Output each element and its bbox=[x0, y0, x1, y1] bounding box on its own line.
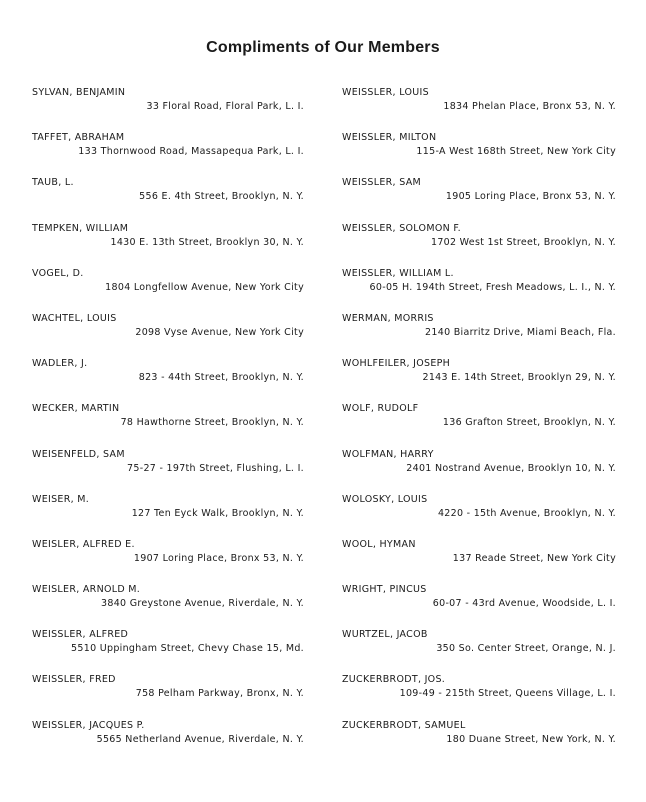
member-address: 33 Floral Road, Floral Park, L. I. bbox=[146, 101, 304, 112]
member-entry bbox=[342, 131, 616, 176]
member-address: 2140 Biarritz Drive, Miami Beach, Fla. bbox=[425, 326, 616, 338]
member-name: WOLFMAN, HARRY bbox=[342, 448, 434, 460]
member-address: 350 So. Center Street, Orange, N. J. bbox=[436, 643, 616, 655]
member-name: WADLER, J. bbox=[32, 358, 88, 370]
member-entry bbox=[32, 538, 304, 583]
member-entry bbox=[32, 357, 304, 402]
member-entry bbox=[32, 719, 304, 764]
member-entry bbox=[342, 628, 616, 673]
member-name: WEISSLER, JACQUES P. bbox=[32, 719, 145, 731]
member-name: WEISSLER, LOUIS bbox=[342, 87, 429, 98]
member-entry bbox=[32, 86, 304, 131]
member-name: WEISSLER, SOLOMON F. bbox=[342, 222, 461, 234]
member-address: 60-05 H. 194th Street, Fresh Meadows, L. I., N. Y. bbox=[369, 281, 616, 293]
member-name: WURTZEL, JACOB bbox=[342, 629, 428, 641]
member-entry bbox=[342, 312, 616, 357]
member-name: WEISER, M. bbox=[32, 493, 90, 505]
member-address: 75-27 - 197th Street, Flushing, L. I. bbox=[127, 462, 304, 474]
member-name: WRIGHT, PINCUS bbox=[342, 584, 427, 596]
member-column-right bbox=[342, 86, 616, 764]
member-entry bbox=[342, 673, 616, 718]
page-title: Compliments of Our Members bbox=[206, 39, 440, 56]
member-address: 180 Duane Street, New York, N. Y. bbox=[446, 733, 616, 745]
member-name: WECKER, MARTIN bbox=[32, 403, 120, 415]
member-entry bbox=[342, 267, 616, 312]
member-name: ZUCKERBRODT, SAMUEL bbox=[342, 719, 466, 731]
member-entry bbox=[342, 222, 616, 267]
member-address: 2098 Vyse Avenue, New York City bbox=[135, 326, 304, 338]
member-address: 3840 Greystone Avenue, Riverdale, N. Y. bbox=[101, 598, 304, 610]
member-entry bbox=[342, 538, 616, 583]
member-address: 136 Grafton Street, Brooklyn, N. Y. bbox=[442, 417, 616, 429]
member-column-left bbox=[32, 86, 304, 764]
member-name: WOLF, RUDOLF bbox=[342, 403, 419, 415]
member-name: TAUB, L. bbox=[32, 177, 74, 189]
member-name: WEISSLER, ALFRED bbox=[32, 629, 129, 641]
member-entry bbox=[32, 402, 304, 447]
member-address: 2143 E. 14th Street, Brooklyn 29, N. Y. bbox=[422, 372, 616, 384]
member-name: SYLVAN, BENJAMIN bbox=[32, 87, 126, 98]
member-entry bbox=[342, 448, 616, 493]
member-address: 4220 - 15th Avenue, Brooklyn, N. Y. bbox=[437, 507, 616, 519]
member-address: 556 E. 4th Street, Brooklyn, N. Y. bbox=[139, 191, 304, 203]
member-address: 5565 Netherland Avenue, Riverdale, N. Y. bbox=[96, 733, 304, 745]
member-entry bbox=[342, 176, 616, 221]
member-entry bbox=[32, 493, 304, 538]
member-address: 1430 E. 13th Street, Brooklyn 30, N. Y. bbox=[110, 236, 304, 248]
member-name: WEISSLER, SAM bbox=[342, 177, 421, 189]
member-address: 1905 Loring Place, Bronx 53, N. Y. bbox=[445, 191, 616, 203]
member-address: 78 Hawthorne Street, Brooklyn, N. Y. bbox=[120, 417, 304, 429]
member-entry bbox=[32, 583, 304, 628]
member-entry bbox=[32, 222, 304, 267]
member-name: TEMPKEN, WILLIAM bbox=[32, 222, 129, 234]
member-name: WACHTEL, LOUIS bbox=[32, 312, 117, 324]
member-address: 109-49 - 215th Street, Queens Village, L. I. bbox=[399, 688, 616, 700]
member-name: WOOL, HYMAN bbox=[342, 538, 416, 550]
member-entry bbox=[32, 312, 304, 357]
member-address: 2401 Nostrand Avenue, Brooklyn 10, N. Y. bbox=[406, 462, 616, 474]
member-entry bbox=[32, 176, 304, 221]
member-name: ZUCKERBRODT, JOS. bbox=[342, 674, 446, 686]
member-name: WEISENFELD, SAM bbox=[32, 448, 125, 460]
member-name: TAFFET, ABRAHAM bbox=[32, 132, 125, 144]
member-entry bbox=[342, 402, 616, 447]
member-name: WOLOSKY, LOUIS bbox=[342, 493, 428, 505]
member-address: 5510 Uppingham Street, Chevy Chase 15, Md. bbox=[71, 643, 304, 655]
member-entry bbox=[32, 628, 304, 673]
member-address: 1834 Phelan Place, Bronx 53, N. Y. bbox=[443, 101, 616, 112]
member-address: 1804 Longfellow Avenue, New York City bbox=[105, 281, 304, 293]
member-address: 60-07 - 43rd Avenue, Woodside, L. I. bbox=[432, 598, 616, 610]
member-name: WEISLER, ARNOLD M. bbox=[32, 584, 141, 596]
member-entry bbox=[342, 583, 616, 628]
member-address: 115-A West 168th Street, New York City bbox=[416, 146, 616, 158]
member-address: 127 Ten Eyck Walk, Brooklyn, N. Y. bbox=[131, 507, 304, 519]
member-entry bbox=[32, 267, 304, 312]
member-address: 1702 West 1st Street, Brooklyn, N. Y. bbox=[430, 236, 616, 248]
member-entry bbox=[342, 719, 616, 764]
member-name: VOGEL, D. bbox=[32, 267, 84, 279]
member-name: WEISSLER, WILLIAM L. bbox=[342, 267, 454, 279]
member-name: WEISLER, ALFRED E. bbox=[32, 538, 135, 550]
member-entry bbox=[32, 448, 304, 493]
member-entry bbox=[32, 131, 304, 176]
member-name: WEISSLER, MILTON bbox=[342, 132, 437, 144]
member-entry bbox=[32, 673, 304, 718]
member-entry bbox=[342, 86, 616, 131]
member-address: 137 Reade Street, New York City bbox=[452, 552, 616, 564]
member-name: WEISSLER, FRED bbox=[32, 674, 116, 686]
member-address: 758 Pelham Parkway, Bronx, N. Y. bbox=[135, 688, 304, 700]
member-name: WERMAN, MORRIS bbox=[342, 312, 434, 324]
member-entry bbox=[342, 357, 616, 402]
member-entry bbox=[342, 493, 616, 538]
member-address: 1907 Loring Place, Bronx 53, N. Y. bbox=[133, 552, 304, 564]
member-address: 133 Thornwood Road, Massapequa Park, L. I. bbox=[78, 146, 304, 158]
member-name: WOHLFEILER, JOSEPH bbox=[342, 358, 451, 370]
member-address: 823 - 44th Street, Brooklyn, N. Y. bbox=[138, 372, 304, 384]
